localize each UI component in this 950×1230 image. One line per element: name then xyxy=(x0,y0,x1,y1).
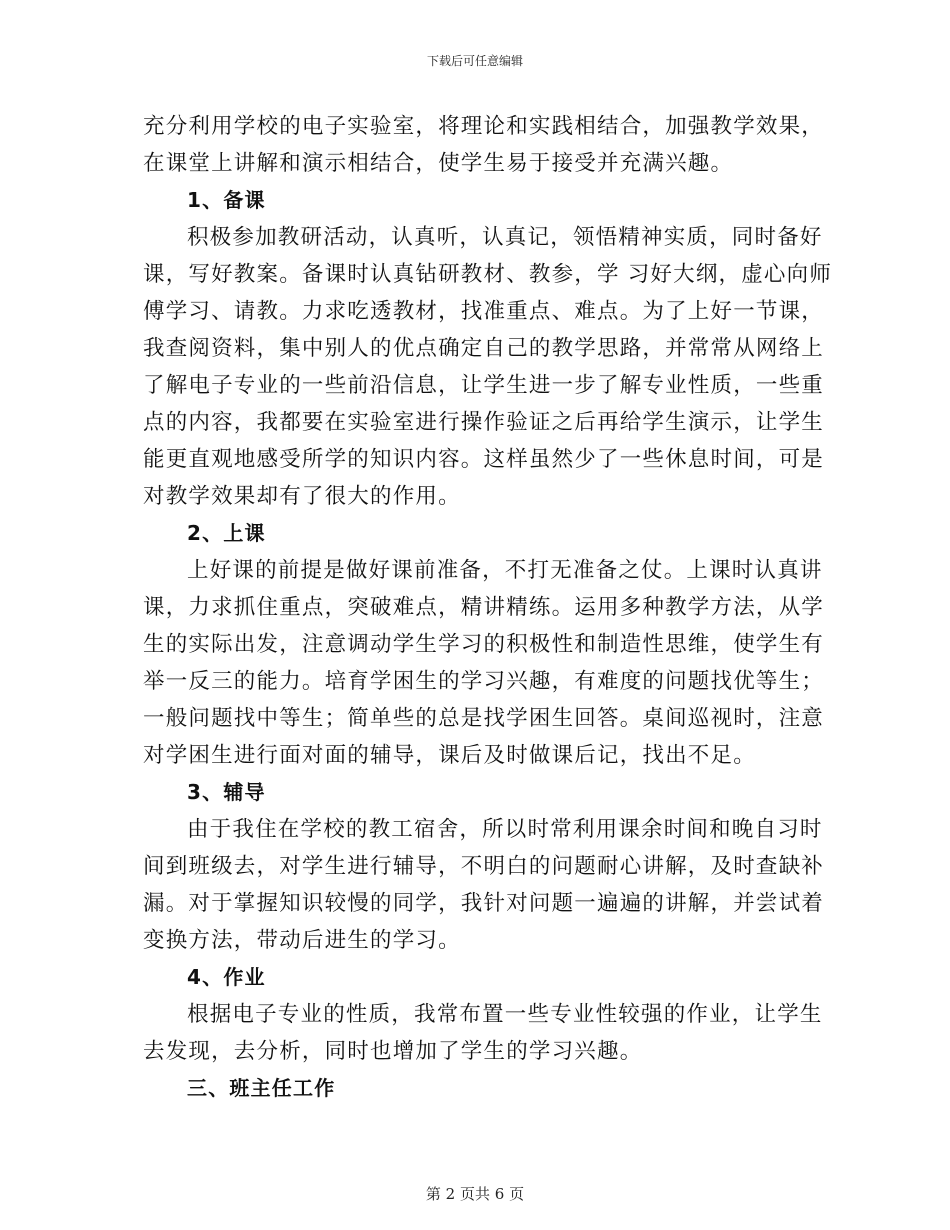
page-footer: 第 2 页共 6 页 xyxy=(425,1185,525,1203)
body-line: 积极参加教研活动，认真听，认真记，领悟精神实质，同时备好 xyxy=(187,225,823,250)
section-heading-tutoring: 3、辅导 xyxy=(187,780,266,804)
body-line: 举一反三的能力。培育学困生的学习兴趣，有难度的问题找优等生； xyxy=(143,669,825,694)
body-line: 能更直观地感受所学的知识内容。这样虽然少了一些休息时间，可是 xyxy=(143,447,825,472)
body-line: 在课堂上讲解和演示相结合，使学生易于接受并充满兴趣。 xyxy=(143,151,734,176)
document-body xyxy=(143,108,833,1107)
body-line: 生的实际出发，注意调动学生学习的积极性和制造性思维，使学生有 xyxy=(143,632,825,657)
body-line: 我查阅资料，集中别人的优点确定自己的教学思路，并常常从网络上 xyxy=(143,336,825,361)
body-line: 漏。对于掌握知识较慢的同学，我针对问题一遍遍的讲解，并尝试着 xyxy=(143,891,825,916)
body-line: 去发现，去分析，同时也增加了学生的学习兴趣。 xyxy=(143,1039,643,1064)
body-line: 一般问题找中等生；简单些的总是找学困生回答。桌间巡视时，注意 xyxy=(143,706,825,731)
body-line: 上好课的前提是做好课前准备，不打无准备之仗。上课时认真讲 xyxy=(187,558,823,583)
body-line: 对教学效果却有了很大的作用。 xyxy=(143,484,461,509)
body-line: 根据电子专业的性质，我常布置一些专业性较强的作业，让学生 xyxy=(187,1002,823,1027)
body-line: 间到班级去，对学生进行辅导，不明白的问题耐心讲解，及时查缺补 xyxy=(143,854,825,879)
body-line: 由于我住在学校的教工宿舍，所以时常利用课余时间和晚自习时 xyxy=(187,817,823,842)
section-heading-teaching: 2、上课 xyxy=(187,521,266,545)
body-line: 课，写好教案。备课时认真钻研教材、教参，学 习好大纲，虚心向师 xyxy=(143,262,833,287)
body-line: 变换方法，带动后进生的学习。 xyxy=(143,928,461,953)
page-header: 下载后可任意编辑 xyxy=(426,54,523,68)
body-line: 课，力求抓住重点，突破难点，精讲精练。运用多种教学方法，从学 xyxy=(143,595,825,620)
section-heading-lesson-prep: 1、备课 xyxy=(187,188,266,212)
body-line: 傅学习、请教。力求吃透教材，找准重点、难点。为了上好一节课， xyxy=(143,299,825,324)
body-line: 对学困生进行面对面的辅导，课后及时做课后记，找出不足。 xyxy=(143,743,756,768)
body-line: 充分利用学校的电子实验室，将理论和实践相结合，加强教学效果， xyxy=(143,114,825,139)
section-heading-class-teacher: 三、班主任工作 xyxy=(187,1076,336,1100)
section-heading-homework: 4、作业 xyxy=(187,965,266,989)
body-line: 点的内容，我都要在实验室进行操作验证之后再给学生演示，让学生 xyxy=(143,410,825,435)
body-line: 了解电子专业的一些前沿信息，让学生进一步了解专业性质，一些重 xyxy=(143,373,825,398)
